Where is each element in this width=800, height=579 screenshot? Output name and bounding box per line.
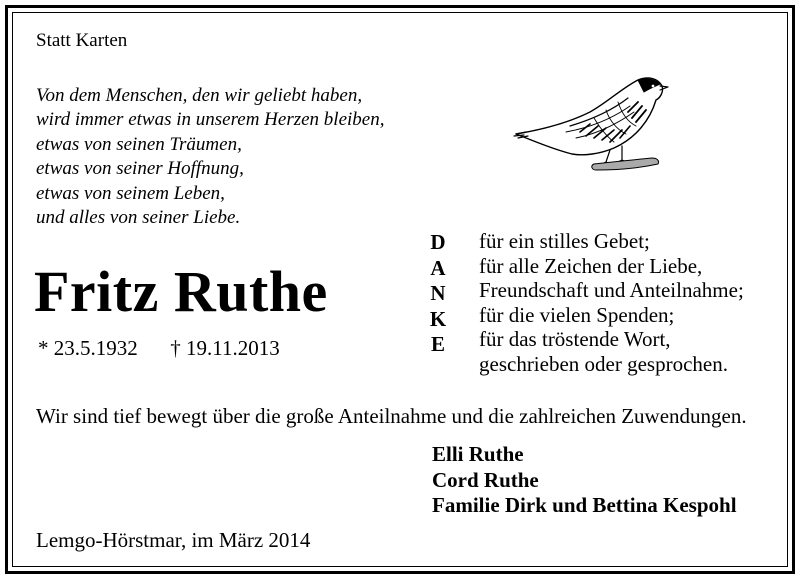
death-date: 19.11.2013 [186, 336, 280, 360]
danke-line: Freundschaft und Anteilnahme; [479, 278, 744, 302]
family-member: Elli Ruthe [432, 442, 524, 466]
danke-letter: K [429, 306, 447, 331]
danke-letter: D [430, 230, 446, 254]
danke-letter: E [430, 332, 445, 356]
danke-letter: A [430, 255, 446, 280]
poem-line: etwas von seinem Leben, [36, 182, 225, 204]
family-signatures [432, 442, 737, 519]
poem [36, 84, 384, 230]
danke-line: für die vielen Spenden; [479, 302, 675, 327]
danke-line: für ein stilles Gebet; [479, 229, 650, 253]
poem-line: Von dem Menschen, den wir geliebt haben, [36, 85, 363, 106]
danke-lines [479, 229, 744, 376]
danke-acrostic [428, 230, 448, 358]
cross-icon: † [170, 336, 181, 360]
birth-date: 23.5.1932 [53, 336, 138, 360]
danke-line: geschrieben oder gesprochen. [479, 351, 728, 376]
poem-line: etwas von seinen Träumen, [36, 133, 242, 155]
poem-line: etwas von seiner Hoffnung, [36, 158, 244, 180]
statt-karten-label: Statt Karten [36, 30, 128, 51]
poem-line: wird immer etwas in unserem Herzen bleiben, [36, 109, 385, 131]
poem-line: und alles von seiner Liebe. [36, 207, 241, 229]
thanks-text: Wir sind tief bewegt über die große Anteilnahme und die zahlreichen Zuwendungen. [36, 404, 747, 428]
family-member: Familie Dirk und Bettina Kespohl [432, 493, 737, 517]
place-date: Lemgo-Hörstmar, im März 2014 [36, 528, 311, 552]
birth-symbol: * [38, 336, 49, 360]
deceased-name: Fritz Ruthe [34, 259, 328, 324]
bird-icon [510, 72, 670, 176]
family-member: Cord Ruthe [432, 467, 539, 492]
life-dates [38, 336, 280, 361]
danke-letter: N [430, 281, 446, 305]
danke-line: für das tröstende Wort, [479, 327, 671, 351]
danke-line: für alle Zeichen der Liebe, [479, 253, 703, 278]
